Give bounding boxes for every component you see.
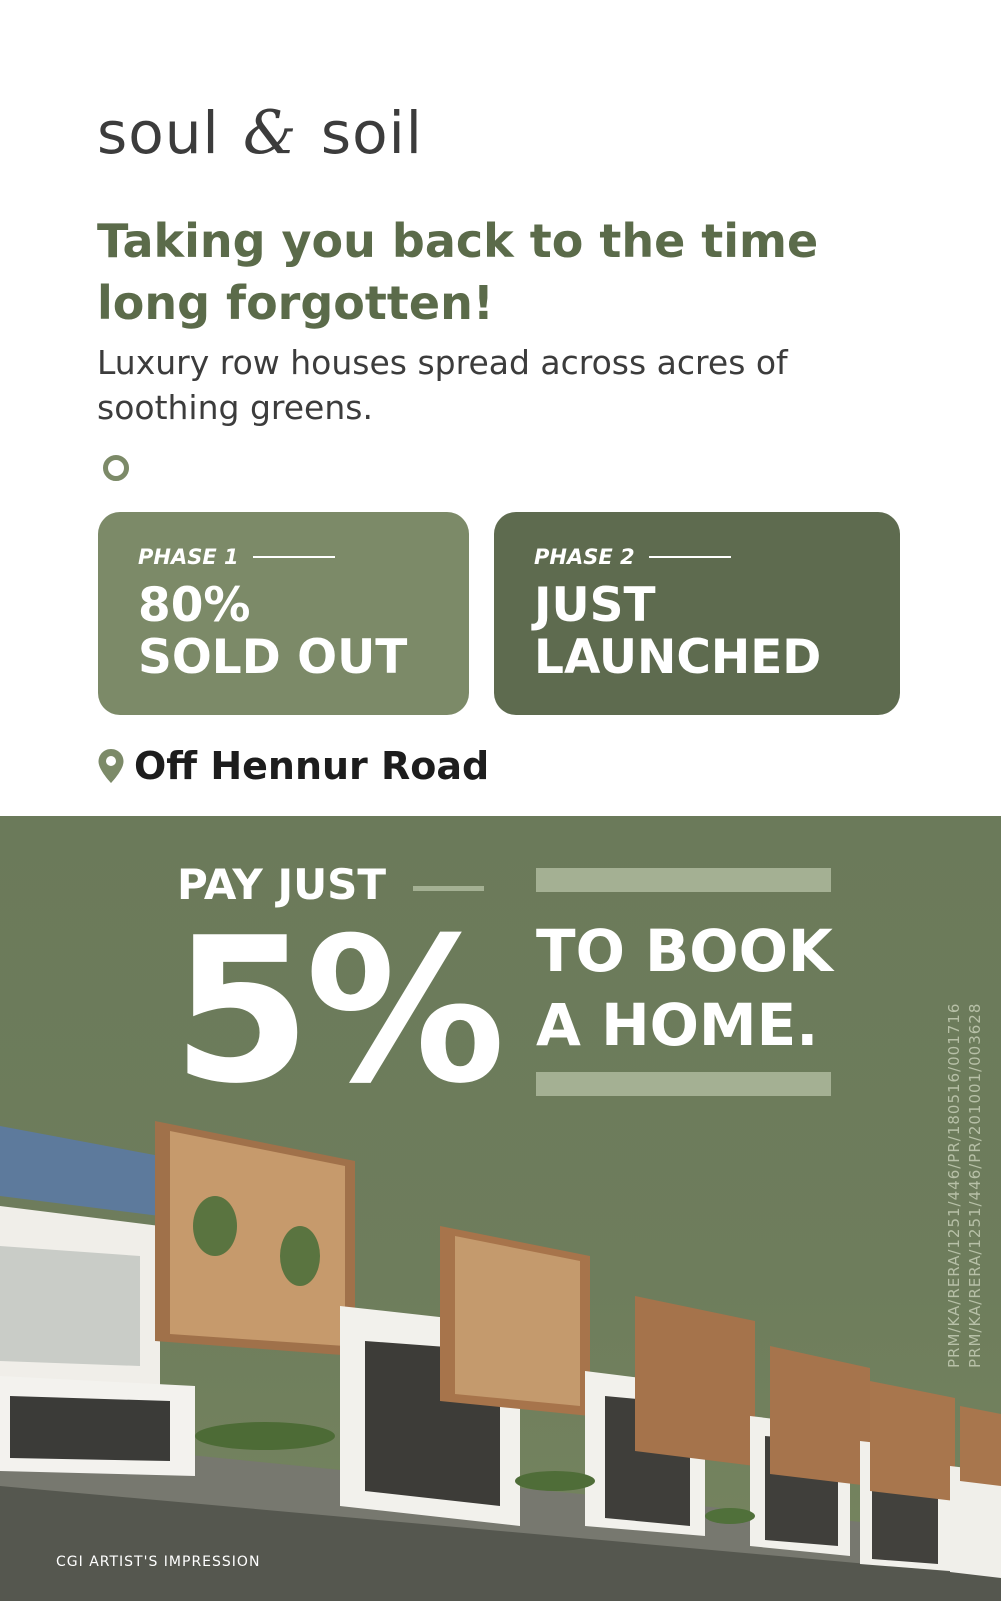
brand-name-left: soul — [97, 99, 220, 167]
phase-2-card — [494, 512, 900, 715]
offer-pay-label: PAY JUST — [177, 860, 387, 909]
phase-2-line2: LAUNCHED — [534, 630, 822, 685]
offer-bar-bottom — [536, 1072, 831, 1096]
offer-line2: A HOME. — [536, 991, 819, 1059]
phase-1-card — [98, 512, 469, 715]
offer-line1: TO BOOK — [536, 917, 833, 985]
location — [97, 744, 489, 788]
location-text: Off Hennur Road — [134, 744, 490, 788]
phase-2-divider — [649, 556, 731, 558]
subline: Luxury row houses spread across acres of soothing greens. — [97, 343, 788, 427]
brand-name-right: soil — [320, 99, 423, 167]
phase-1-divider — [253, 556, 335, 558]
phase-1-label: PHASE 1 — [138, 545, 239, 569]
phase-2-line1: JUST — [534, 578, 656, 633]
ring-icon — [103, 455, 129, 481]
headline: Taking you back to the time long forgotten! — [97, 214, 819, 330]
phase-1-line1: 80% — [138, 578, 251, 633]
brand-logo — [97, 98, 423, 168]
disclaimer: CGI ARTIST'S IMPRESSION — [56, 1554, 261, 1570]
offer-banner — [0, 816, 1001, 1601]
row-houses-illustration — [0, 1106, 1001, 1601]
phase-1-line2: SOLD OUT — [138, 630, 408, 685]
rera-number-1: PRM/KA/RERA/1251/446/PR/180516/001716 — [945, 1002, 963, 1368]
phase-2-label: PHASE 2 — [534, 545, 635, 569]
offer-text — [536, 914, 833, 1062]
rera-number-2: PRM/KA/RERA/1251/446/PR/201001/003628 — [966, 1002, 984, 1368]
map-pin-icon — [97, 748, 125, 784]
brand-ampersand: & — [243, 98, 298, 168]
offer-bar-top — [536, 868, 831, 892]
offer-pay-divider — [413, 886, 484, 891]
offer-percent: 5% — [172, 895, 500, 1128]
